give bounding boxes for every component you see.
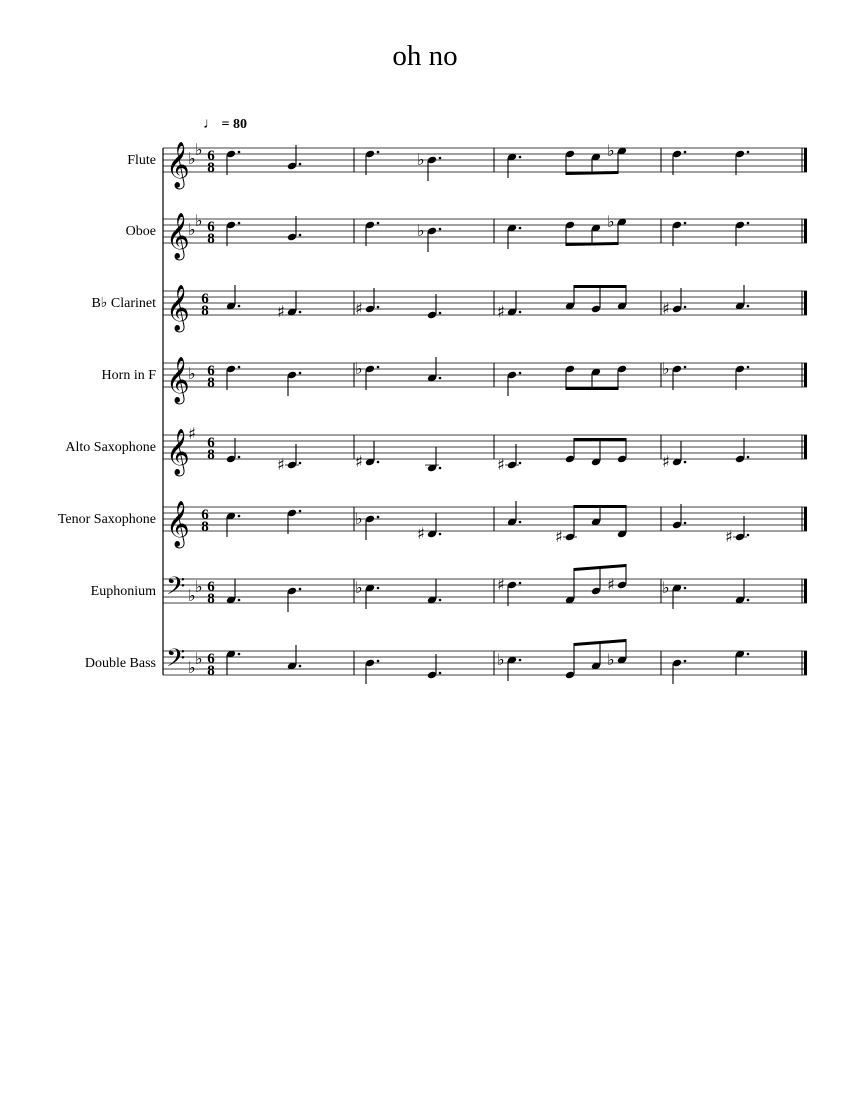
flat-icon: ♭ xyxy=(662,578,670,597)
time-signature-bottom: 8 xyxy=(207,447,215,463)
sharp-icon: ♯ xyxy=(555,527,563,546)
flat-icon: ♭ xyxy=(188,658,196,677)
augmentation-dot xyxy=(747,366,750,369)
augmentation-dot xyxy=(439,157,442,160)
augmentation-dot xyxy=(299,311,302,314)
instrument-label: Flute xyxy=(127,153,156,168)
augmentation-dot xyxy=(299,665,302,668)
augmentation-dot xyxy=(377,516,380,519)
augmentation-dot xyxy=(439,312,442,315)
flat-icon: ♭ xyxy=(662,359,670,378)
flat-icon: ♭ xyxy=(195,140,203,159)
augmentation-dot xyxy=(377,222,380,225)
bass-clef-icon: 𝄢 xyxy=(166,572,186,607)
augmentation-dot xyxy=(519,311,522,314)
instrument-label: Oboe xyxy=(125,224,156,239)
treble-clef-icon: 𝄞 xyxy=(166,285,190,331)
flat-icon: ♭ xyxy=(195,211,203,230)
augmentation-dot xyxy=(377,151,380,154)
augmentation-dot xyxy=(519,156,522,159)
augmentation-dot xyxy=(439,599,442,602)
flat-icon: ♭ xyxy=(607,212,615,231)
sharp-icon: ♯ xyxy=(497,575,505,594)
time-signature-top: 6 xyxy=(207,363,215,379)
augmentation-dot xyxy=(238,653,241,656)
augmentation-dot xyxy=(439,467,442,470)
flat-icon: ♭ xyxy=(188,364,196,383)
augmentation-dot xyxy=(684,306,687,309)
treble-clef-icon: 𝄞 xyxy=(166,357,190,403)
augmentation-dot xyxy=(747,653,750,656)
sharp-icon: ♯ xyxy=(277,302,285,321)
instrument-label: Alto Saxophone xyxy=(65,440,156,455)
staff-b-clarinet xyxy=(91,285,807,333)
augmentation-dot xyxy=(238,151,241,154)
sharp-icon: ♯ xyxy=(355,299,363,318)
time-signature-top: 6 xyxy=(201,507,209,523)
instrument-label: Euphonium xyxy=(90,584,156,599)
flat-icon: ♭ xyxy=(355,359,363,378)
augmentation-dot xyxy=(747,305,750,308)
sharp-icon: ♯ xyxy=(417,524,425,543)
time-signature-top: 6 xyxy=(207,148,215,164)
sharp-icon: ♯ xyxy=(662,452,670,471)
augmentation-dot xyxy=(519,659,522,662)
augmentation-dot xyxy=(519,227,522,230)
sharp-icon: ♯ xyxy=(607,575,615,594)
time-signature-bottom: 8 xyxy=(201,519,209,535)
staff-double-bass xyxy=(85,639,807,684)
flat-icon: ♭ xyxy=(417,150,425,169)
sharp-icon: ♯ xyxy=(497,455,505,474)
staff-oboe xyxy=(126,211,807,261)
bass-clef-icon: 𝄢 xyxy=(166,644,186,679)
flat-icon: ♭ xyxy=(195,649,203,668)
augmentation-dot xyxy=(238,599,241,602)
time-signature-bottom: 8 xyxy=(201,303,209,319)
augmentation-dot xyxy=(238,305,241,308)
augmentation-dot xyxy=(747,151,750,154)
final-barline-thick xyxy=(804,651,807,675)
augmentation-dot xyxy=(299,462,302,465)
quarter-note-icon: ♩ xyxy=(203,116,218,132)
sharp-icon: ♯ xyxy=(355,452,363,471)
final-barline-thick xyxy=(804,579,807,603)
instrument-label: Double Bass xyxy=(84,656,156,671)
flat-icon: ♭ xyxy=(355,578,363,597)
flat-icon: ♭ xyxy=(188,586,196,605)
sharp-icon: ♯ xyxy=(188,424,196,443)
note-beam xyxy=(574,505,626,508)
treble-clef-icon: 𝄞 xyxy=(166,142,190,188)
augmentation-dot xyxy=(439,228,442,231)
sharp-icon: ♯ xyxy=(497,302,505,321)
sharp-icon: ♯ xyxy=(662,299,670,318)
augmentation-dot xyxy=(377,306,380,309)
augmentation-dot xyxy=(299,372,302,375)
augmentation-dot xyxy=(684,366,687,369)
treble-clef-icon: 𝄞 xyxy=(166,429,190,475)
augmentation-dot xyxy=(684,587,687,590)
augmentation-dot xyxy=(299,163,302,166)
augmentation-dot xyxy=(299,234,302,237)
time-signature-bottom: 8 xyxy=(207,160,215,176)
augmentation-dot xyxy=(377,366,380,369)
augmentation-dot xyxy=(439,533,442,536)
augmentation-dot xyxy=(747,456,750,459)
time-signature-bottom: 8 xyxy=(207,591,215,607)
flat-icon: ♭ xyxy=(607,650,615,669)
augmentation-dot xyxy=(684,660,687,663)
augmentation-dot xyxy=(747,534,750,537)
treble-clef-icon: 𝄞 xyxy=(166,213,190,259)
augmentation-dot xyxy=(299,588,302,591)
time-signature-top: 6 xyxy=(207,219,215,235)
augmentation-dot xyxy=(747,599,750,602)
augmentation-dot xyxy=(519,462,522,465)
time-signature-top: 6 xyxy=(207,651,215,667)
sharp-icon: ♯ xyxy=(277,455,285,474)
augmentation-dot xyxy=(519,582,522,585)
flat-icon: ♭ xyxy=(417,221,425,240)
time-signature-bottom: 8 xyxy=(207,375,215,391)
augmentation-dot xyxy=(684,522,687,525)
final-barline-thick xyxy=(804,507,807,531)
instrument-label: Horn in F xyxy=(101,368,156,383)
augmentation-dot xyxy=(238,222,241,225)
final-barline-thick xyxy=(804,291,807,315)
flat-icon: ♭ xyxy=(355,509,363,528)
augmentation-dot xyxy=(684,151,687,154)
augmentation-dot xyxy=(238,366,241,369)
time-signature-top: 6 xyxy=(207,579,215,595)
augmentation-dot xyxy=(519,372,522,375)
note-beam xyxy=(566,387,618,390)
augmentation-dot xyxy=(684,222,687,225)
augmentation-dot xyxy=(684,461,687,464)
augmentation-dot xyxy=(377,587,380,590)
flat-icon: ♭ xyxy=(497,650,505,669)
staff-tenor-saxophone xyxy=(58,501,807,549)
staff-horn-in-f xyxy=(102,357,807,405)
sharp-icon: ♯ xyxy=(725,527,733,546)
score-title: oh no xyxy=(392,40,458,72)
augmentation-dot xyxy=(238,515,241,518)
time-signature-top: 6 xyxy=(207,435,215,451)
augmentation-dot xyxy=(377,461,380,464)
final-barline-thick xyxy=(804,219,807,243)
augmentation-dot xyxy=(519,521,522,524)
final-barline-thick xyxy=(804,148,807,172)
note-beam xyxy=(574,438,626,441)
instrument-label: B♭ Clarinet xyxy=(91,296,156,311)
flat-icon: ♭ xyxy=(188,220,196,239)
treble-clef-icon: 𝄞 xyxy=(166,501,190,547)
augmentation-dot xyxy=(377,660,380,663)
staff-euphonium xyxy=(91,564,807,612)
note-beam xyxy=(574,285,626,288)
tempo-value: = 80 xyxy=(221,117,247,132)
time-signature-bottom: 8 xyxy=(207,663,215,679)
flat-icon: ♭ xyxy=(195,577,203,596)
staff-alto-saxophone xyxy=(65,424,807,477)
augmentation-dot xyxy=(299,510,302,513)
flat-icon: ♭ xyxy=(607,141,615,160)
instrument-label: Tenor Saxophone xyxy=(57,512,156,527)
time-signature-bottom: 8 xyxy=(207,231,215,247)
final-barline-thick xyxy=(804,363,807,387)
staff-flute xyxy=(127,140,807,190)
final-barline-thick xyxy=(804,435,807,459)
augmentation-dot xyxy=(439,377,442,380)
flat-icon: ♭ xyxy=(188,149,196,168)
time-signature-top: 6 xyxy=(201,291,209,307)
augmentation-dot xyxy=(747,222,750,225)
augmentation-dot xyxy=(439,672,442,675)
augmentation-dot xyxy=(238,456,241,459)
